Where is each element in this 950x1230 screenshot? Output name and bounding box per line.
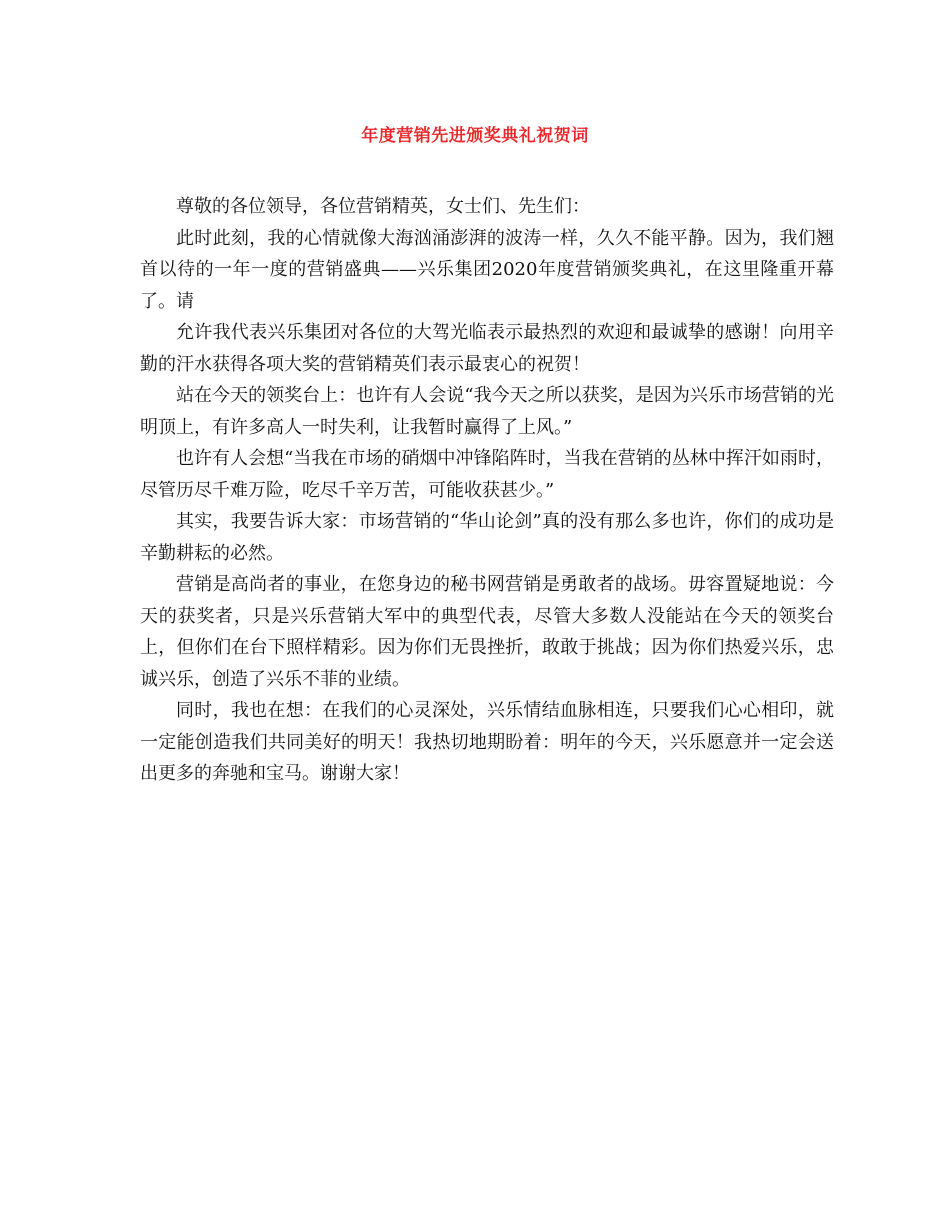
paragraph-salutation: 尊敬的各位领导，各位营销精英，女士们、先生们： [176,196,590,217]
paragraph-podium: 站在今天的领奖台上：也许有人会说“我今天之所以获奖，是因为兴乐市场营销的光明顶上，有许多高人一时失利，让我暂时赢得了上风。” [140,385,834,438]
paragraph-success: 其实，我要告诉大家：市场营销的“华山论剑”真的没有那么多也许，你们的成功是辛勤耕耘的必然。 [140,511,834,564]
document-title: 年度营销先进颁奖典礼祝贺词 [361,126,589,146]
paragraph-opening: 此时此刻，我的心情就像大海汹涌澎湃的波涛一样，久久不能平静。因为，我们翘首以待的一年一度的营销盛典——兴乐集团2020年度营销颁奖典礼，在这里隆重开幕了。请 [140,227,834,312]
paragraph-career: 营销是高尚者的事业，在您身边的秘书网营销是勇敢者的战场。毋容置疑地说：今天的获奖者，只是兴乐营销大军中的典型代表，尽管大多数人没能站在今天的领奖台上，但你们在台下照样精彩。因为你们无畏挫折，敢敢于挑战；因为你们热爱兴乐，忠诚兴乐，创造了兴乐不菲的业绩。 [140,574,834,690]
paragraph-closing: 同时，我也在想：在我们的心灵深处，兴乐情结血脉相连，只要我们心心相印，就一定能创造我们共同美好的明天！我热切地期盼着：明年的今天，兴乐愿意并一定会送出更多的奔驰和宝马。谢谢大家！ [140,700,834,784]
paragraph-welcome: 允许我代表兴乐集团对各位的大驾光临表示最热烈的欢迎和最诚挚的感谢！向用辛勤的汗水获得各项大奖的营销精英们表示最衷心的祝贺！ [140,322,834,375]
document-body [140,191,834,790]
paragraph-market: 也许有人会想“当我在市场的硝烟中冲锋陷阵时，当我在营销的丛林中挥汗如雨时，尽管历尽千难万险，吃尽千辛万苦，可能收获甚少。” [140,448,834,501]
